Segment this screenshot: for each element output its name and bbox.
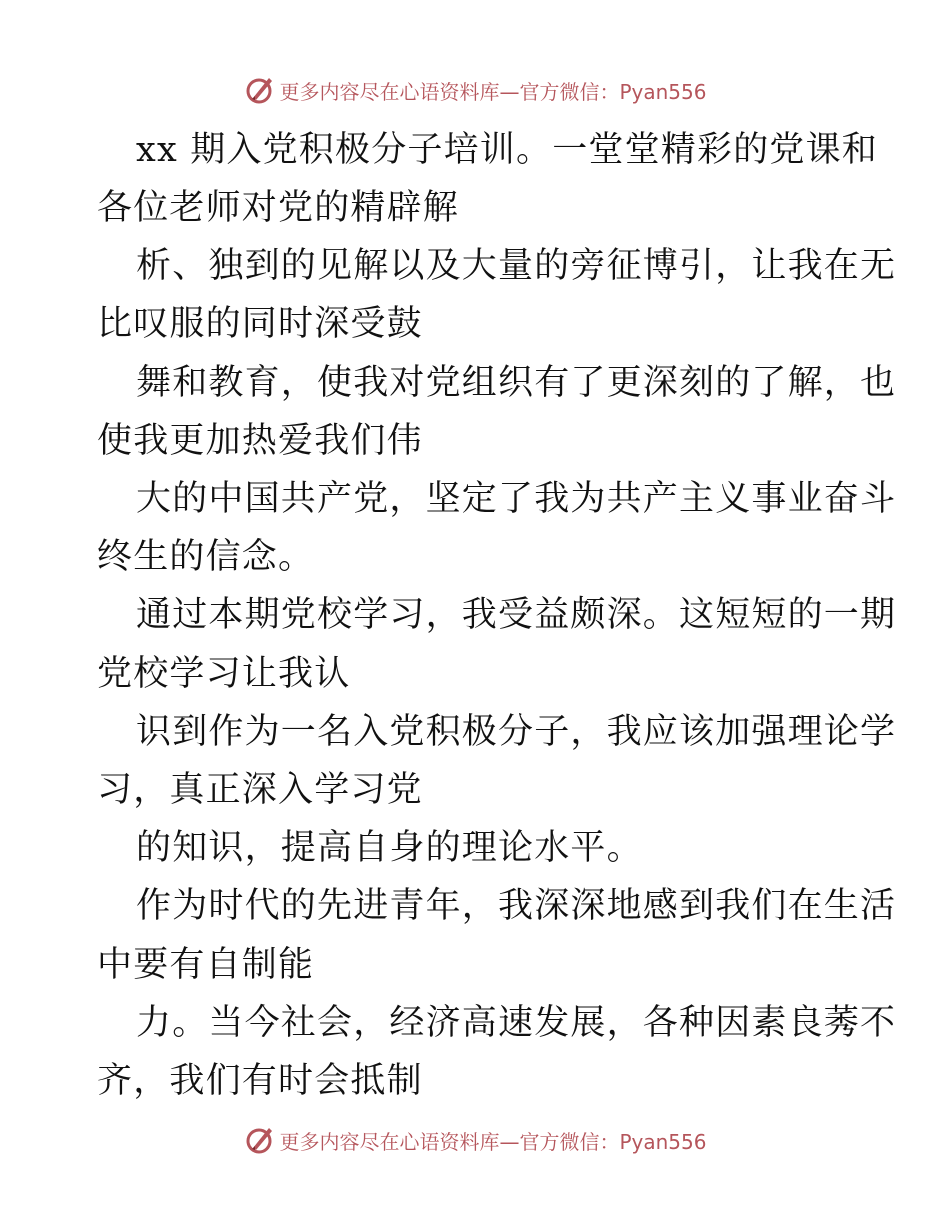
- body-line: 作为时代的先进青年，我深深地感到我们在生活: [136, 886, 897, 926]
- banner-main-text: 更多内容尽在心语资料库: [279, 79, 500, 104]
- body-line: 析、独到的见解以及大量的旁征博引，让我在无: [136, 246, 897, 286]
- body-line: 力。当今社会，经济高速发展，各种因素良莠不: [136, 1003, 897, 1043]
- banner-text: [279, 1126, 706, 1155]
- banner-text: [279, 76, 706, 105]
- body-line: 终生的信念。: [97, 537, 315, 577]
- quill-pen-logo-icon: [243, 1124, 275, 1156]
- body-line: 的知识，提高自身的理论水平。: [136, 828, 643, 868]
- body-line: 识到作为一名入党积极分子，我应该加强理论学: [136, 712, 897, 752]
- body-line: 各位老师对党的精辟解: [97, 188, 460, 228]
- banner-wechat-text: 官方微信：Pyan556: [519, 79, 707, 104]
- header-banner: [0, 70, 950, 110]
- body-line: 中要有自制能: [97, 945, 315, 985]
- banner-wechat-text: 官方微信：Pyan556: [519, 1129, 707, 1154]
- body-line: 通过本期党校学习，我受益颇深。这短短的一期: [136, 595, 897, 635]
- body-line: xx 期入党积极分子培训。一堂堂精彩的党课和: [136, 130, 879, 170]
- quill-pen-logo-icon: [243, 74, 275, 106]
- body-line: 党校学习让我认: [97, 654, 351, 694]
- banner-main-text: 更多内容尽在心语资料库: [279, 1129, 500, 1154]
- banner-separator: —: [499, 1129, 520, 1154]
- body-line: 大的中国共产党，坚定了我为共产主义事业奋斗: [136, 479, 897, 519]
- body-line: 使我更加热爱我们伟: [97, 421, 423, 461]
- body-line: 比叹服的同时深受鼓: [97, 304, 423, 344]
- body-line: 齐，我们有时会抵制: [97, 1061, 423, 1101]
- body-line: 舞和教育，使我对党组织有了更深刻的了解，也: [136, 363, 897, 403]
- body-line: 习，真正深入学习党: [97, 770, 423, 810]
- footer-banner: [0, 1120, 950, 1160]
- banner-separator: —: [499, 79, 520, 104]
